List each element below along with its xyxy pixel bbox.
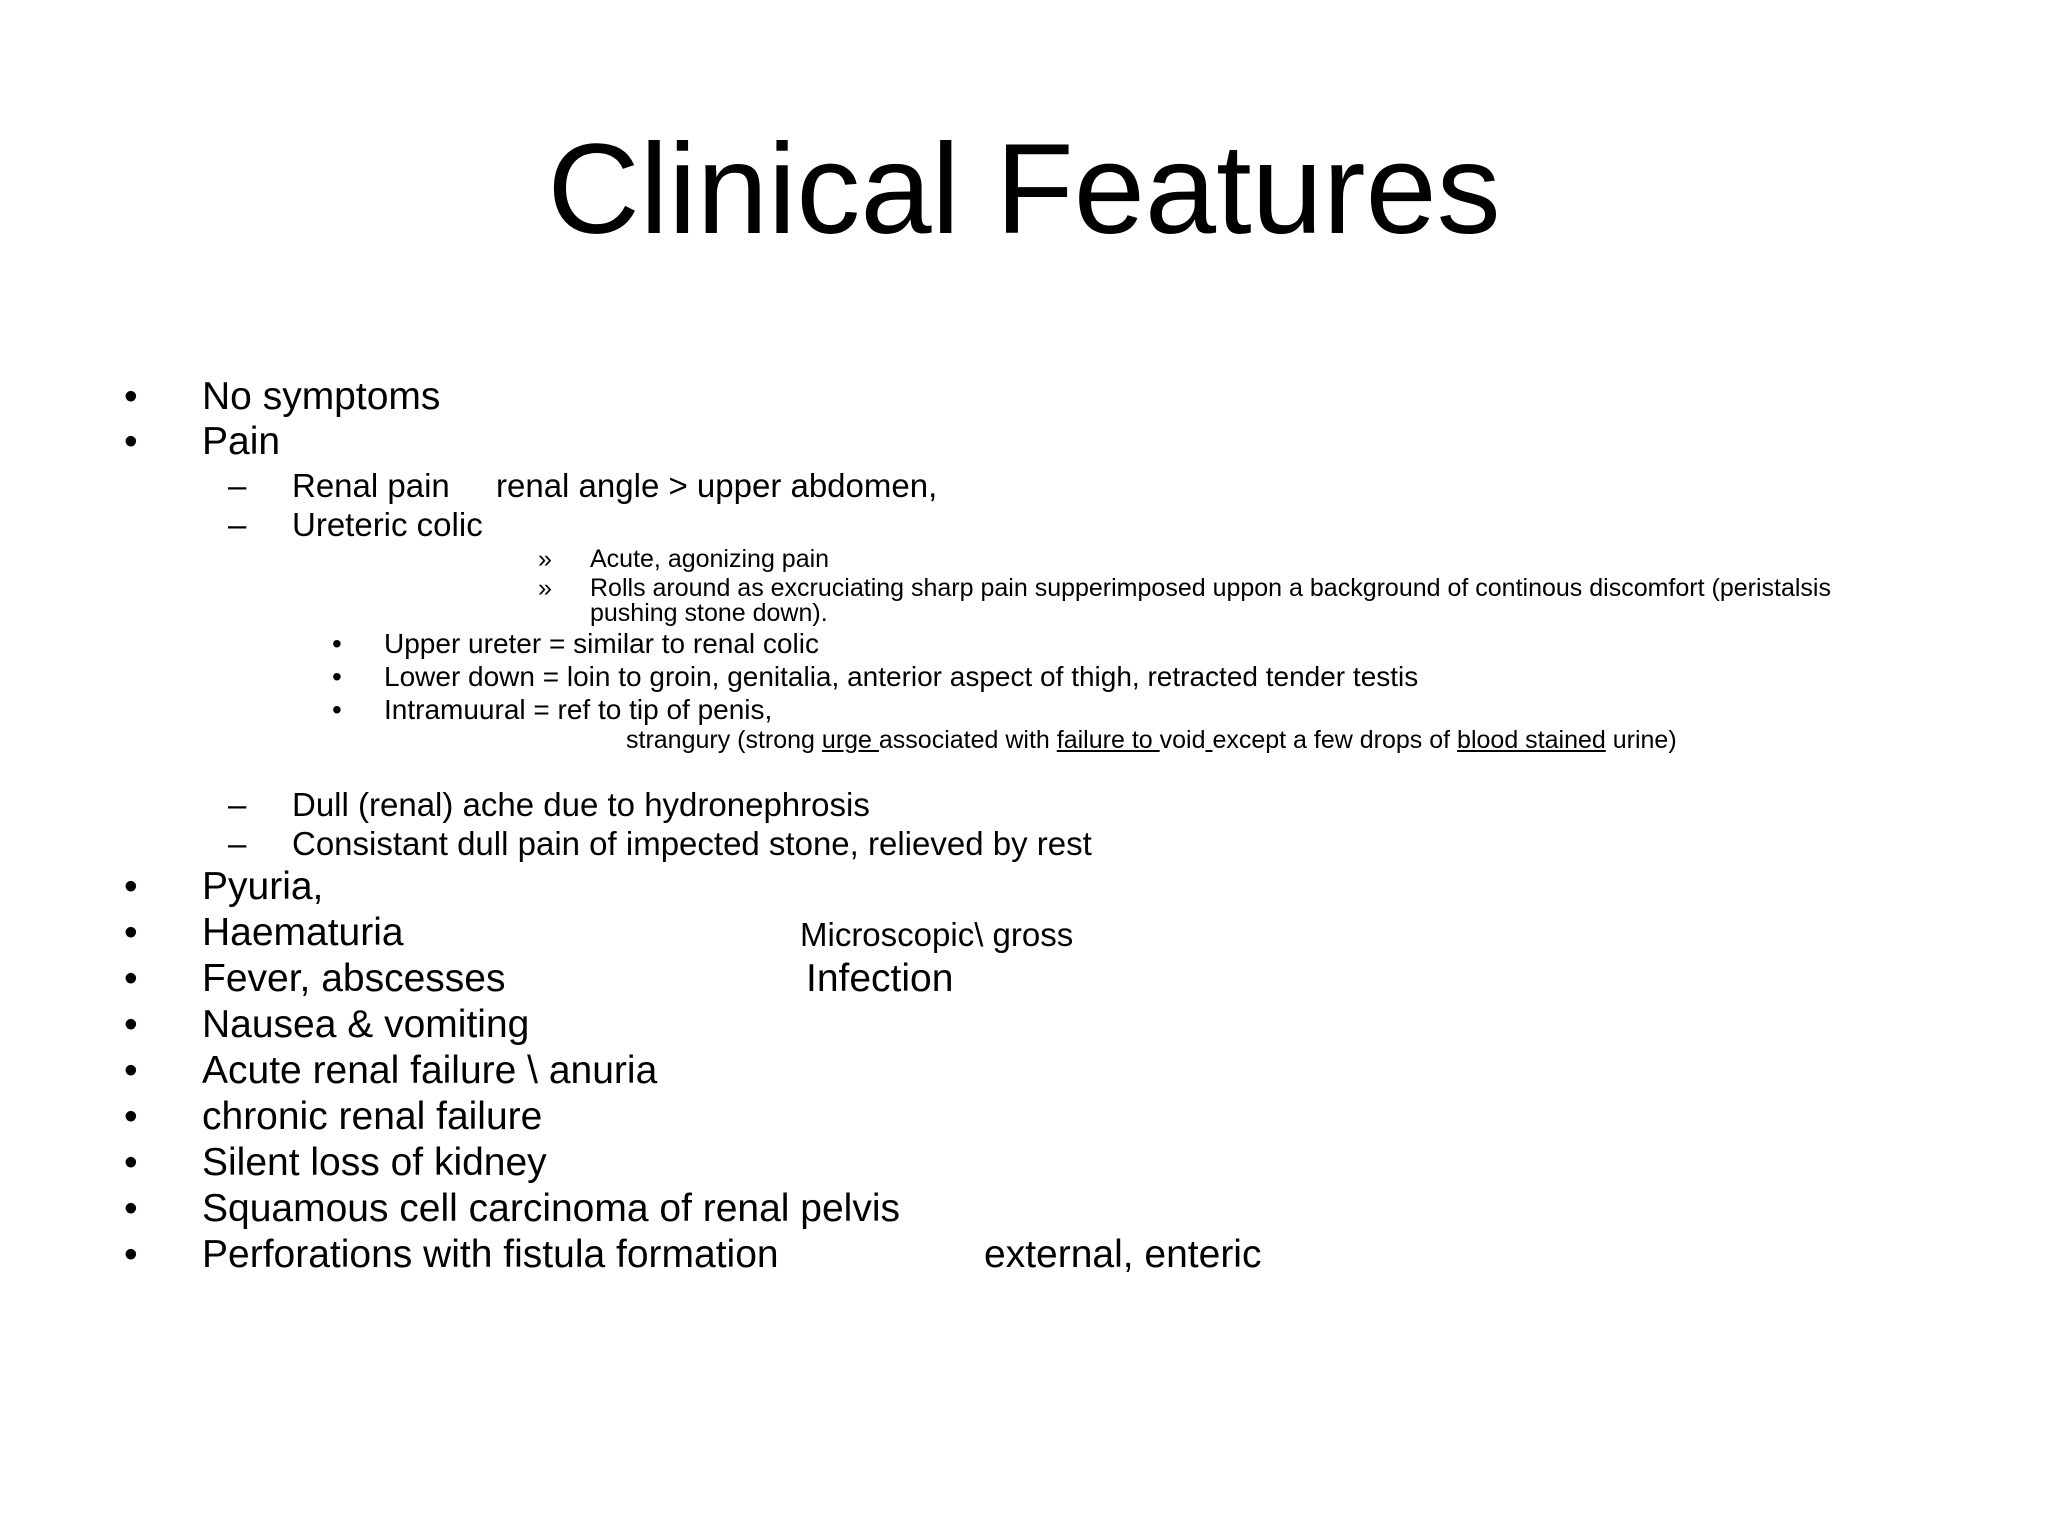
strangury-note: [626, 726, 1677, 754]
bullet-marker: •: [124, 375, 138, 418]
dash-marker: –: [228, 467, 247, 504]
bullet-marker: •: [124, 1233, 138, 1276]
bullet-text: Haematuria: [202, 911, 404, 954]
bullet-text: Nausea & vomiting: [202, 1003, 530, 1046]
bullet-marker: •: [332, 661, 342, 692]
bullet-text: Acute renal failure \ anuria: [202, 1049, 658, 1092]
bullet-text: Pyuria,: [202, 865, 324, 908]
bullet-text: chronic renal failure: [202, 1095, 543, 1138]
subsub-text: Intramuural = ref to tip of penis,: [384, 694, 773, 725]
strangury-text: except a few drops of: [1212, 726, 1458, 754]
strangury-text: urine): [1605, 726, 1677, 754]
bullet-marker: •: [124, 1141, 138, 1184]
bullet-marker: •: [124, 957, 138, 1000]
sub-text: Ureteric colic: [292, 506, 483, 543]
bullet-marker: •: [124, 1049, 138, 1092]
bullet-marker: •: [124, 420, 138, 463]
sub-text: Dull (renal) ache due to hydronephrosis: [292, 786, 870, 823]
dash-marker: –: [228, 506, 247, 543]
detail-text: Acute, agonizing pain: [590, 545, 830, 573]
fistula-annotation: external, enteric: [984, 1233, 1262, 1276]
subsub-text: Lower down = loin to groin, genitalia, anterior aspect of thigh, retracted tender testis: [384, 661, 1419, 692]
bullet-text: Fever, abscesses: [202, 957, 506, 1000]
strangury-text: associated with: [878, 726, 1057, 754]
sub-text: Consistant dull pain of impected stone, relieved by rest: [292, 825, 1092, 862]
slide-title: Clinical Features: [547, 118, 1501, 261]
sub-text: Renal pain: [292, 467, 450, 504]
dash-marker: –: [228, 825, 247, 862]
sub-text-annotation: renal angle > upper abdomen,: [496, 467, 938, 504]
strangury-text: void: [1159, 726, 1206, 754]
bullet-marker: •: [124, 865, 138, 908]
bullet-marker: •: [332, 694, 342, 725]
bullet-marker: •: [124, 911, 138, 954]
bullet-marker: •: [332, 628, 342, 659]
bullet-marker: •: [124, 1095, 138, 1138]
raquo-marker: »: [538, 545, 552, 573]
underlined-text: blood stained: [1457, 726, 1606, 754]
underlined-text: failure to: [1056, 726, 1160, 754]
subsub-text: Upper ureter = similar to renal colic: [384, 628, 819, 659]
underlined-text: urge: [821, 726, 879, 754]
detail-text-continuation: pushing stone down).: [590, 599, 828, 627]
bullet-marker: •: [124, 1003, 138, 1046]
bullet-text: Pain: [202, 420, 281, 463]
fever-annotation: Infection: [806, 957, 954, 1000]
dash-marker: –: [228, 786, 247, 823]
strangury-text: strangury (strong: [626, 726, 822, 754]
detail-text: Rolls around as excruciating sharp pain supperimposed uppon a background of continous discomfort (peristalsis: [590, 574, 1831, 602]
bullet-text: Silent loss of kidney: [202, 1141, 547, 1184]
raquo-marker: »: [538, 574, 552, 602]
haematuria-annotation: Microscopic\ gross: [800, 916, 1074, 953]
bullet-marker: •: [124, 1187, 138, 1230]
bullet-text: Perforations with fistula formation: [202, 1233, 779, 1276]
bullet-text: No symptoms: [202, 375, 441, 418]
bullet-text: Squamous cell carcinoma of renal pelvis: [202, 1187, 901, 1230]
